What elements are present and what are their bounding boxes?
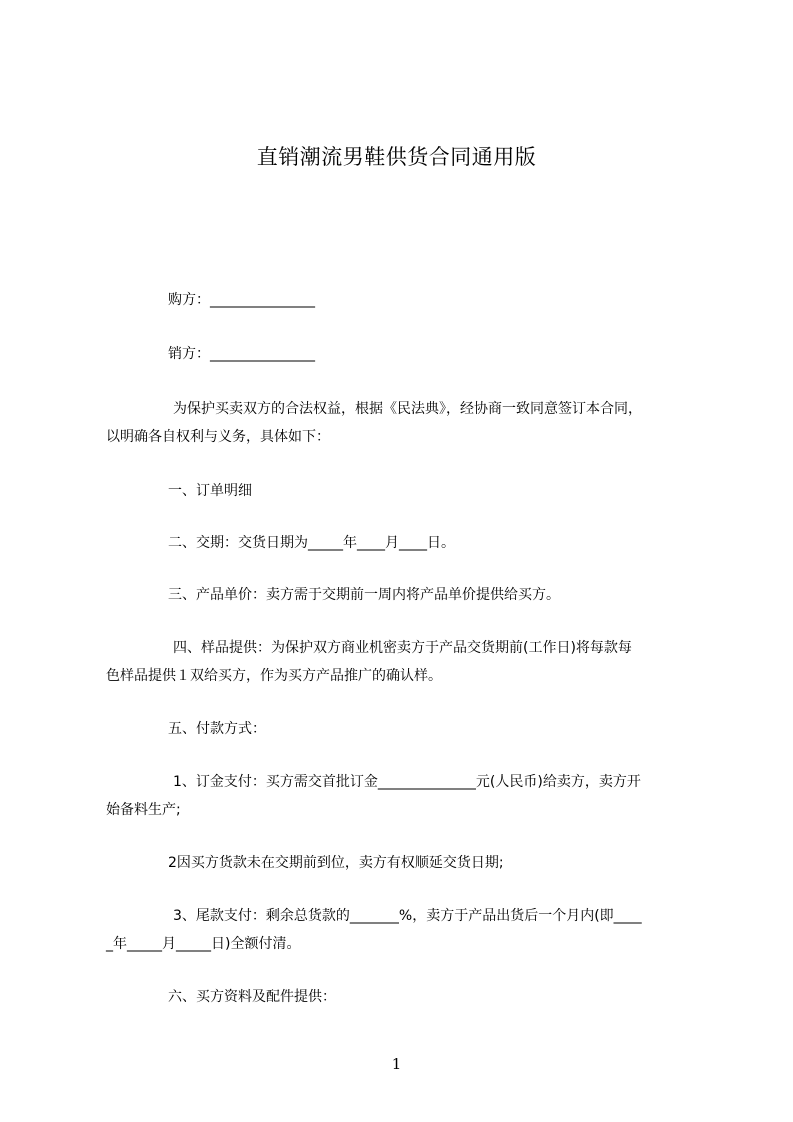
section-delivery-date: 二、交期：交货日期为_____年____月____日。 xyxy=(168,535,455,551)
intro-paragraph-line1: 为保护买卖双方的合法权益，根据《民法典》，经协商一致同意签订本合同， xyxy=(173,401,642,417)
section-unit-price: 三、产品单价：卖方需于交期前一周内将产品单价提供给买方。 xyxy=(168,587,560,603)
section-payment: 五、付款方式： xyxy=(168,721,266,737)
section-buyer-materials: 六、买方资料及配件提供： xyxy=(168,989,336,1005)
payment-delay-clause: 2因买方货款未在交期前到位，卖方有权顺延交货日期; xyxy=(168,855,504,871)
section-samples-line2: 色样品提供１双给买方，作为买方产品推广的确认样。 xyxy=(106,668,442,684)
seller-line: 销方：_______________ xyxy=(168,346,315,362)
payment-balance-line1: 3、尾款支付：剩余总货款的_______%，卖方于产品出货后一个月内(即____ xyxy=(173,908,642,924)
section-samples-line1: 四、样品提供：为保护双方商业机密卖方于产品交货期前(工作日)将每款每 xyxy=(173,640,632,656)
page-number: 1 xyxy=(391,1055,402,1073)
payment-deposit-line2: 始备料生产; xyxy=(106,802,181,818)
section-order-details: 一、订单明细 xyxy=(168,483,252,499)
buyer-line: 购方：_______________ xyxy=(168,292,315,308)
document-title: 直销潮流男鞋供货合同通用版 xyxy=(256,145,537,169)
intro-paragraph-line2: 以明确各自权利与义务，具体如下： xyxy=(106,429,330,445)
payment-deposit-line1: 1、订金支付：买方需交首批订金______________元(人民币)给卖方，卖方开 xyxy=(173,774,641,790)
payment-balance-line2: _年_____月_____日)全额付清。 xyxy=(106,936,301,952)
